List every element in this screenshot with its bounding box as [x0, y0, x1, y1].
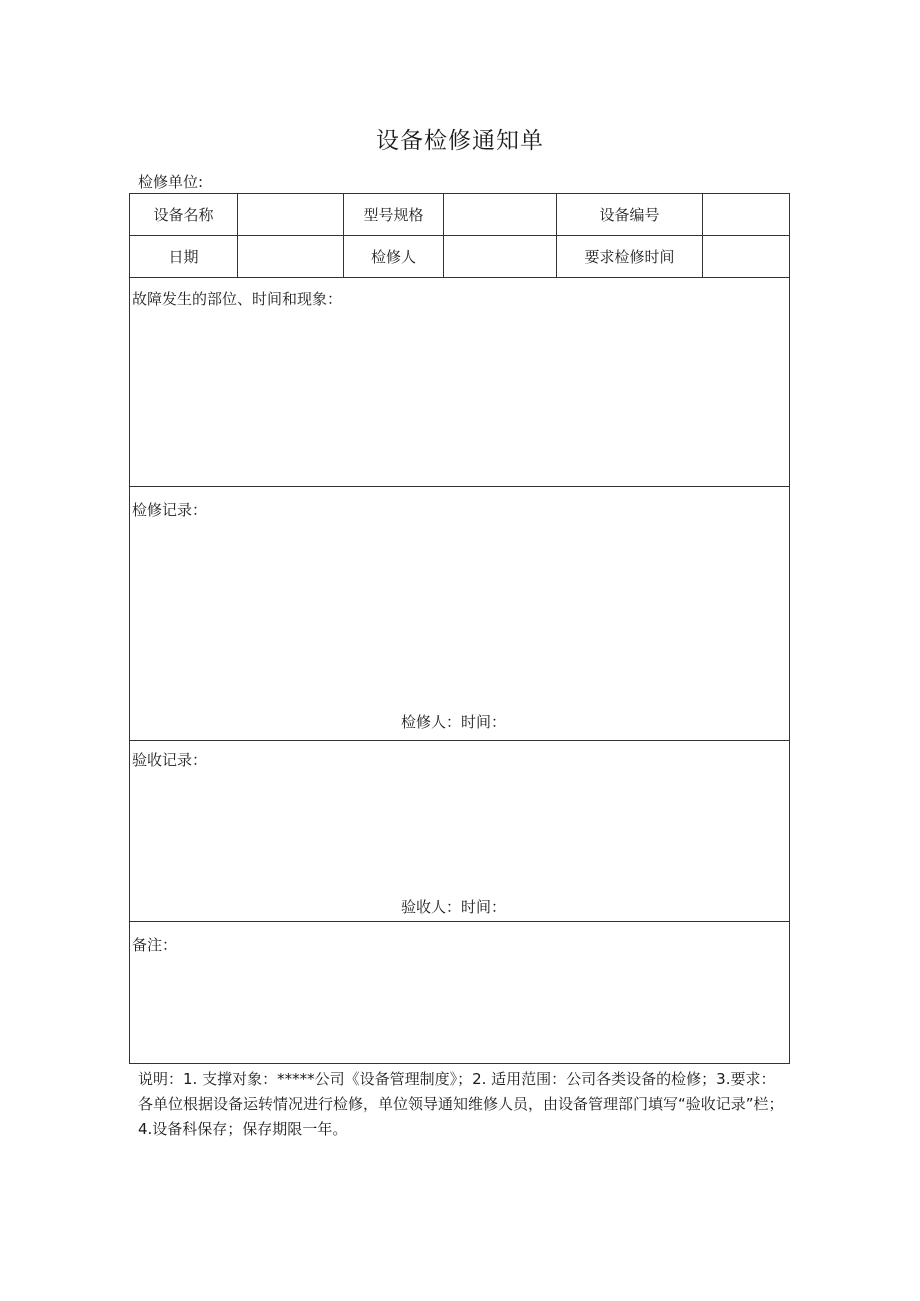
date-label: 日期 — [130, 236, 238, 277]
equipment-name-label: 设备名称 — [130, 194, 238, 235]
model-spec-label: 型号规格 — [344, 194, 444, 235]
repair-record-label: 检修记录： — [132, 501, 208, 519]
info-row-2 — [130, 236, 789, 278]
required-repair-time-label: 要求检修时间 — [557, 236, 703, 277]
required-repair-time-field[interactable] — [703, 236, 789, 277]
repair-notice-form — [129, 193, 790, 1064]
repairer-field[interactable] — [444, 236, 557, 277]
equipment-number-label: 设备编号 — [557, 194, 703, 235]
fault-description-section[interactable] — [130, 278, 789, 487]
acceptance-record-label: 验收记录： — [132, 751, 208, 769]
acceptor-signature-line: 验收人：时间： — [401, 898, 507, 916]
repairer-label: 检修人 — [344, 236, 444, 277]
equipment-number-field[interactable] — [703, 194, 789, 235]
usage-note: 说明：1. 支撑对象：*****公司《设备管理制度》；2. 适用范围：公司各类设备的检修；3.要求：各单位根据设备运转情况进行检修，单位领导通知维修人员，由设备管理部门填写“验收记录”栏；4.设备科保存；保存期限一年。 — [138, 1070, 784, 1138]
fault-description-label: 故障发生的部位、时间和现象： — [132, 290, 343, 308]
remarks-section[interactable] — [130, 922, 789, 1063]
model-spec-field[interactable] — [444, 194, 557, 235]
info-row-1 — [130, 194, 789, 236]
repair-record-section[interactable] — [130, 487, 789, 741]
remarks-label: 备注： — [132, 936, 178, 954]
repairer-signature-line: 检修人：时间： — [401, 713, 507, 731]
document-title: 设备检修通知单 — [376, 128, 544, 154]
acceptance-record-section[interactable] — [130, 741, 789, 922]
repair-unit-label: 检修单位: — [138, 173, 204, 191]
equipment-name-field[interactable] — [238, 194, 344, 235]
date-field[interactable] — [238, 236, 344, 277]
